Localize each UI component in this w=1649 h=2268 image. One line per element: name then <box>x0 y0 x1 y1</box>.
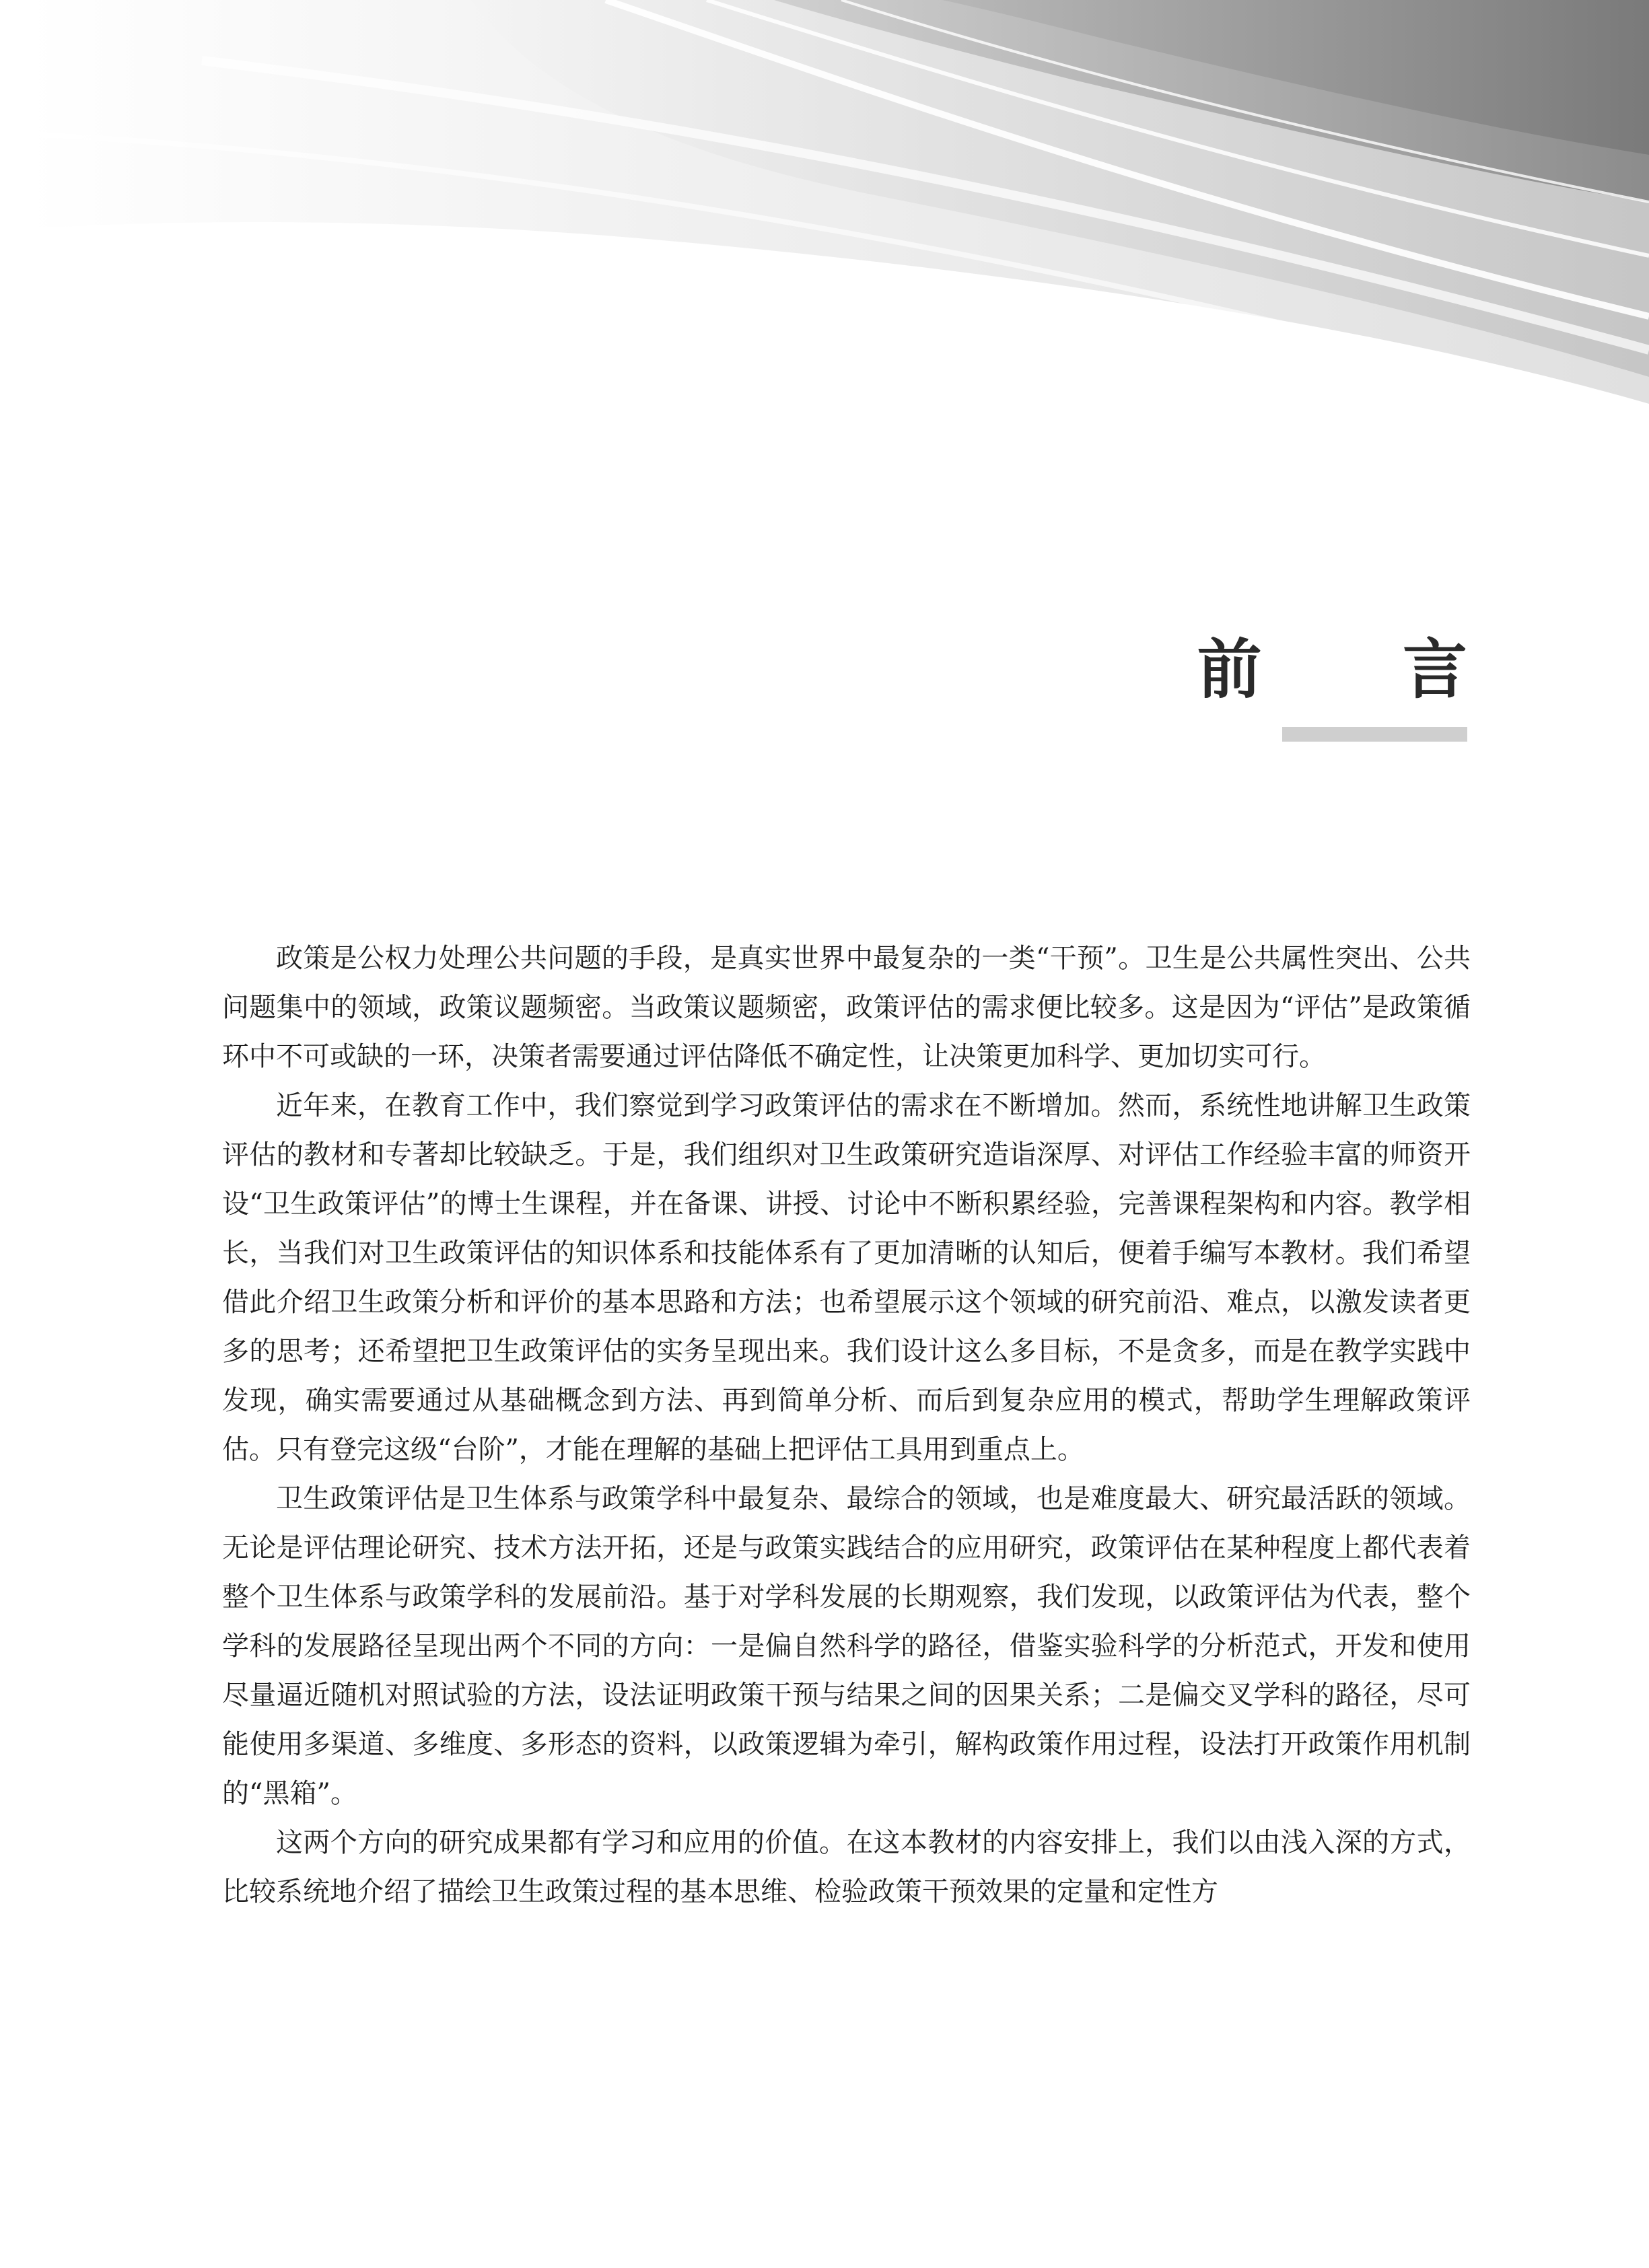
title-underline-bar <box>1282 727 1467 742</box>
paragraph: 这两个方向的研究成果都有学习和应用的价值。在这本教材的内容安排上，我们以由浅入深的方式，比较系统地介绍了描绘卫生政策过程的基本思维、检验政策干预效果的定量和定性方 <box>222 1827 1471 1907</box>
paragraph: 卫生政策评估是卫生体系与政策学科中最复杂、最综合的领域，也是难度最大、研究最活跃的领域。无论是评估理论研究、技术方法开拓，还是与政策实践结合的应用研究，政策评估在某种程度上都代表着整个卫生体系与政策学科的发展前沿。基于对学科发展的长期观察，我们发现，以政策评估为代表，整个学科的发展路径呈现出两个不同的方向：一是偏自然科学的路径，借鉴实验科学的分析范式，开发和使用尽量逼近随机对照试验的方法，设法证明政策干预与结果之间的因果关系；二是偏交叉学科的路径，尽可能使用多渠道、多维度、多形态的资料，以政策逻辑为牵引，解构政策作用过程，设法打开政策作用机制的“黑箱”。 <box>222 1483 1471 1809</box>
heading-block <box>1144 629 1527 750</box>
paragraph: 近年来，在教育工作中，我们察觉到学习政策评估的需求在不断增加。然而，系统性地讲解卫生政策评估的教材和专著却比较缺乏。于是，我们组织对卫生政策研究造诣深厚、对评估工作经验丰富的师资开设“卫生政策评估”的博士生课程，并在备课、讲授、讨论中不断积累经验，完善课程架构和内容。教学相长，当我们对卫生政策评估的知识体系和技能体系有了更加清晰的认知后，便着手编写本教材。我们希望借此介绍卫生政策分析和评价的基本思路和方法；也希望展示这个领域的研究前沿、难点，以激发读者更多的思考；还希望把卫生政策评估的实务呈现出来。我们设计这么多目标，不是贪多，而是在教学实践中发现，确实需要通过从基础概念到方法、再到简单分析、而后到复杂应用的模式，帮助学生理解政策评估。只有登完这级“台阶”，才能在理解的基础上把评估工具用到重点上。 <box>222 1090 1471 1465</box>
body-text <box>222 934 1471 1917</box>
page-title: 前 言 <box>1197 632 1527 707</box>
paragraph: 政策是公权力处理公共问题的手段，是真实世界中最复杂的一类“干预”。卫生是公共属性突出、公共问题集中的领域，政策议题频密。当政策议题频密，政策评估的需求便比较多。这是因为“评估”是政策循环中不可或缺的一环，决策者需要通过评估降低不确定性，让决策更加科学、更加切实可行。 <box>222 943 1471 1072</box>
decorative-swoosh-banner <box>0 0 1649 485</box>
